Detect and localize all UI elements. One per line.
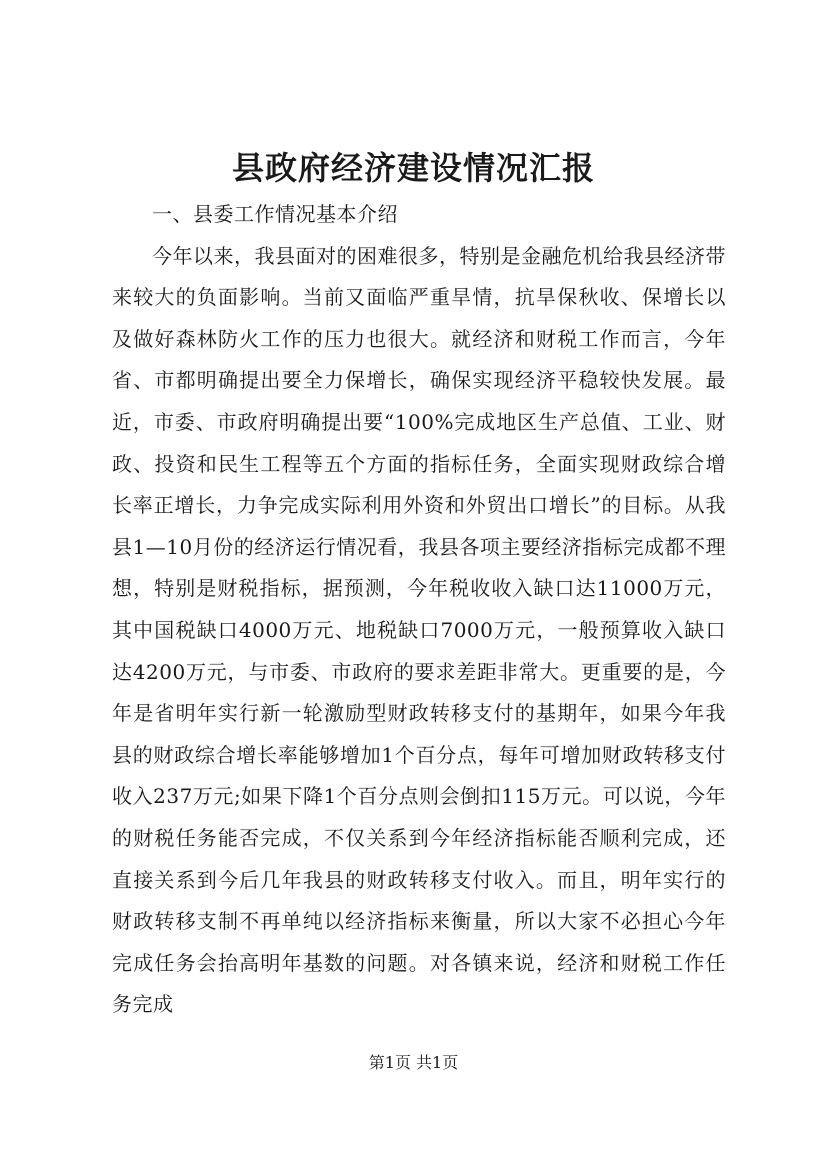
document-body [112,194,726,1026]
page-number-footer: 第1页 共1页 [368,1053,459,1072]
section-heading: 一、县委工作情况基本介绍 [152,202,398,226]
body-paragraph: 今年以来，我县面对的困难很多，特别是金融危机给我县经济带来较大的负面影响。当前又面临严重旱情，抗旱保秋收、保增长以及做好森林防火工作的压力也很大。就经济和财税工作而言，今年省、市都明确提出要全力保增长，确保实现经济平稳较快发展。最近，市委、市政府明确提出要“100%完成地区生产总值、工业、财政、投资和民生工程等五个方面的指标任务，全面实现财政综合增长率正增长，力争完成实际利用外资和外贸出口增长”的目标。从我县1—10月份的经济运行情况看，我县各项主要经济指标完成都不理想，特别是财税指标，据预测，今年税收收入缺口达11000万元，其中国税缺口4000万元、地税缺口7000万元，一般预算收入缺口达4200万元，与市委、市政府的要求差距非常大。更重要的是，今年是省明年实行新一轮激励型财政转移支付的基期年，如果今年我县的财政综合增长率能够增加1个百分点，每年可增加财政转移支付收入237万元;如果下降1个百分点则会倒扣115万元。可以说，今年的财税任务能否完成，不仅关系到今年经济指标能否顺利完成，还直接关系到今后几年我县的财政转移支付收入。而且，明年实行的财政转移支制不再单纯以经济指标来衡量，所以大家不必担心今年完成任务会抬高明年基数的问题。对各镇来说，经济和财税工作任务完成 [112,243,726,1017]
document-title: 县政府经济建设情况汇报 [231,149,595,187]
